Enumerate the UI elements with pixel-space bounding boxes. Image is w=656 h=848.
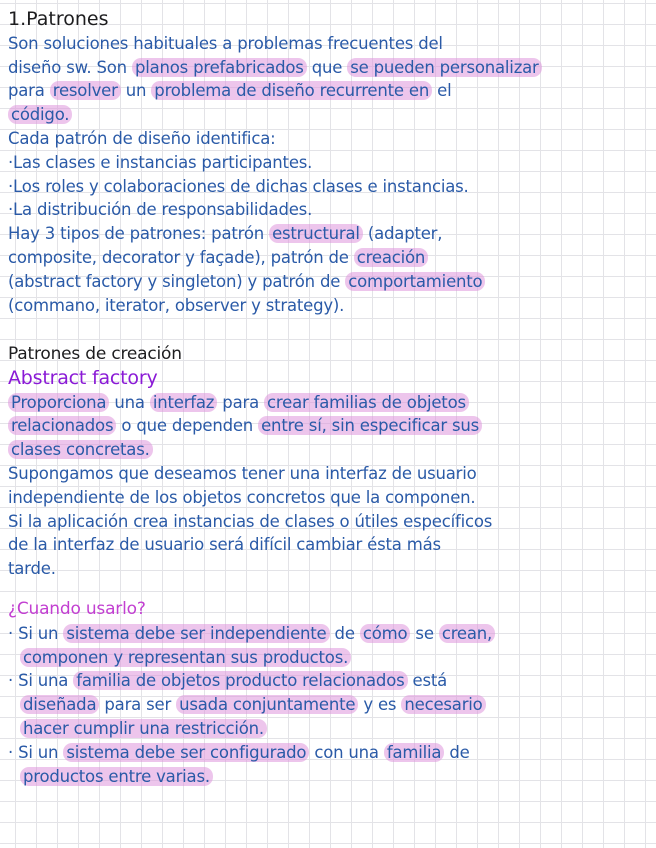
section-patrones bbox=[8, 8, 652, 317]
text-line bbox=[8, 765, 652, 789]
highlighted-text: diseñada bbox=[20, 695, 99, 714]
text-segment: con una bbox=[309, 742, 384, 762]
text-segment: se bbox=[410, 623, 439, 643]
text-segment: (adapter, bbox=[362, 224, 443, 244]
text-segment: independiente de los objetos concretos que la componen. bbox=[8, 487, 476, 507]
highlighted-text: código. bbox=[8, 105, 72, 124]
highlighted-text: relacionados bbox=[8, 416, 116, 435]
text-line bbox=[8, 175, 652, 199]
text-segment: está bbox=[407, 671, 448, 691]
text-line bbox=[8, 438, 652, 462]
text-line bbox=[8, 103, 652, 127]
section-body bbox=[8, 622, 652, 789]
text-segment: Hay 3 tipos de patrones: patrón bbox=[8, 224, 270, 244]
text-line bbox=[8, 693, 652, 717]
text-segment: de bbox=[329, 623, 360, 643]
section-question: ¿Cuando usarlo? bbox=[8, 599, 146, 619]
highlighted-text: resolver bbox=[50, 81, 121, 100]
text-line bbox=[8, 270, 652, 294]
text-line bbox=[8, 486, 652, 510]
highlighted-text: cómo bbox=[360, 624, 411, 643]
section-subtitle: Patrones de creación bbox=[8, 344, 182, 364]
text-segment: diseño sw. Son bbox=[8, 57, 132, 77]
section-cuando-usarlo bbox=[8, 598, 652, 788]
text-segment: para bbox=[8, 81, 50, 101]
highlighted-text: interfaz bbox=[150, 393, 217, 412]
text-line bbox=[8, 669, 652, 693]
text-segment: ·La distribución de responsabilidades. bbox=[8, 200, 313, 220]
text-segment: o que dependen bbox=[116, 416, 259, 436]
highlighted-text: clases concretas. bbox=[8, 440, 153, 459]
text-segment: ·Las clases e instancias participantes. bbox=[8, 152, 313, 172]
highlighted-text: componen y representan sus productos. bbox=[20, 648, 351, 667]
text-line bbox=[8, 56, 652, 80]
text-segment: de bbox=[444, 742, 470, 762]
text-line bbox=[8, 198, 652, 222]
text-line bbox=[8, 557, 652, 581]
highlighted-text: creación bbox=[354, 248, 428, 267]
highlighted-text: crean, bbox=[439, 624, 495, 643]
text-line bbox=[8, 294, 652, 318]
text-line bbox=[8, 32, 652, 56]
text-line bbox=[8, 127, 652, 151]
section-body bbox=[8, 32, 652, 318]
text-line bbox=[8, 646, 652, 670]
highlighted-text: crear familias de objetos bbox=[264, 393, 469, 412]
text-segment: el bbox=[432, 81, 452, 101]
text-line bbox=[8, 151, 652, 175]
text-line bbox=[8, 717, 652, 741]
text-segment: que bbox=[306, 57, 348, 77]
text-segment: para ser bbox=[99, 695, 177, 715]
text-line bbox=[8, 414, 652, 438]
highlighted-text: productos entre varias. bbox=[20, 767, 213, 786]
highlighted-text: Proporciona bbox=[8, 393, 109, 412]
highlighted-text: necesario bbox=[401, 695, 485, 714]
highlighted-text: usada conjuntamente bbox=[176, 695, 358, 714]
text-segment: para bbox=[217, 392, 265, 412]
text-line bbox=[8, 391, 652, 415]
text-line bbox=[8, 222, 652, 246]
text-line bbox=[8, 462, 652, 486]
text-segment: · Si una bbox=[8, 671, 74, 691]
text-line bbox=[8, 741, 652, 765]
text-segment: tarde. bbox=[8, 559, 56, 579]
text-segment: · Si un bbox=[8, 742, 64, 762]
text-segment: y es bbox=[358, 695, 402, 715]
text-line bbox=[8, 510, 652, 534]
text-segment: Cada patrón de diseño identifica: bbox=[8, 128, 276, 148]
highlighted-text: entre sí, sin especificar sus bbox=[258, 416, 482, 435]
text-line bbox=[8, 533, 652, 557]
text-line bbox=[8, 622, 652, 646]
section-heading: Abstract factory bbox=[8, 366, 158, 389]
section-title: 1.Patrones bbox=[8, 8, 109, 30]
highlighted-text: se pueden personalizar bbox=[347, 58, 541, 77]
text-segment: composite, decorator y façade), patrón de bbox=[8, 247, 354, 267]
highlighted-text: planos prefabricados bbox=[132, 58, 307, 77]
text-segment: ·Los roles y colaboraciones de dichas clases e instancias. bbox=[8, 176, 469, 196]
text-segment: · Si un bbox=[8, 623, 64, 643]
highlighted-text: familia de objetos producto relacionados bbox=[73, 671, 407, 690]
text-segment: Si la aplicación crea instancias de clases o útiles específicos bbox=[8, 511, 493, 531]
text-segment: Supongamos que deseamos tener una interfaz de usuario bbox=[8, 463, 477, 483]
highlighted-text: comportamiento bbox=[345, 272, 485, 291]
text-segment: un bbox=[120, 81, 152, 101]
text-segment: (commano, iterator, observer y strategy). bbox=[8, 295, 345, 315]
text-segment: (abstract factory y singleton) y patrón de bbox=[8, 271, 346, 291]
text-segment: Son soluciones habituales a problemas frecuentes del bbox=[8, 33, 443, 53]
highlighted-text: estructural bbox=[269, 224, 363, 243]
section-body bbox=[8, 391, 652, 581]
highlighted-text: hacer cumplir una restricción. bbox=[20, 719, 267, 738]
highlighted-text: sistema debe ser configurado bbox=[63, 743, 309, 762]
highlighted-text: problema de diseño recurrente en bbox=[151, 81, 432, 100]
text-segment: de la interfaz de usuario será difícil cambiar ésta más bbox=[8, 535, 441, 555]
highlighted-text: familia bbox=[384, 743, 444, 762]
text-segment: una bbox=[109, 392, 150, 412]
section-patrones-creacion bbox=[8, 343, 652, 581]
text-line bbox=[8, 79, 652, 103]
highlighted-text: sistema debe ser independiente bbox=[63, 624, 329, 643]
text-line bbox=[8, 246, 652, 270]
